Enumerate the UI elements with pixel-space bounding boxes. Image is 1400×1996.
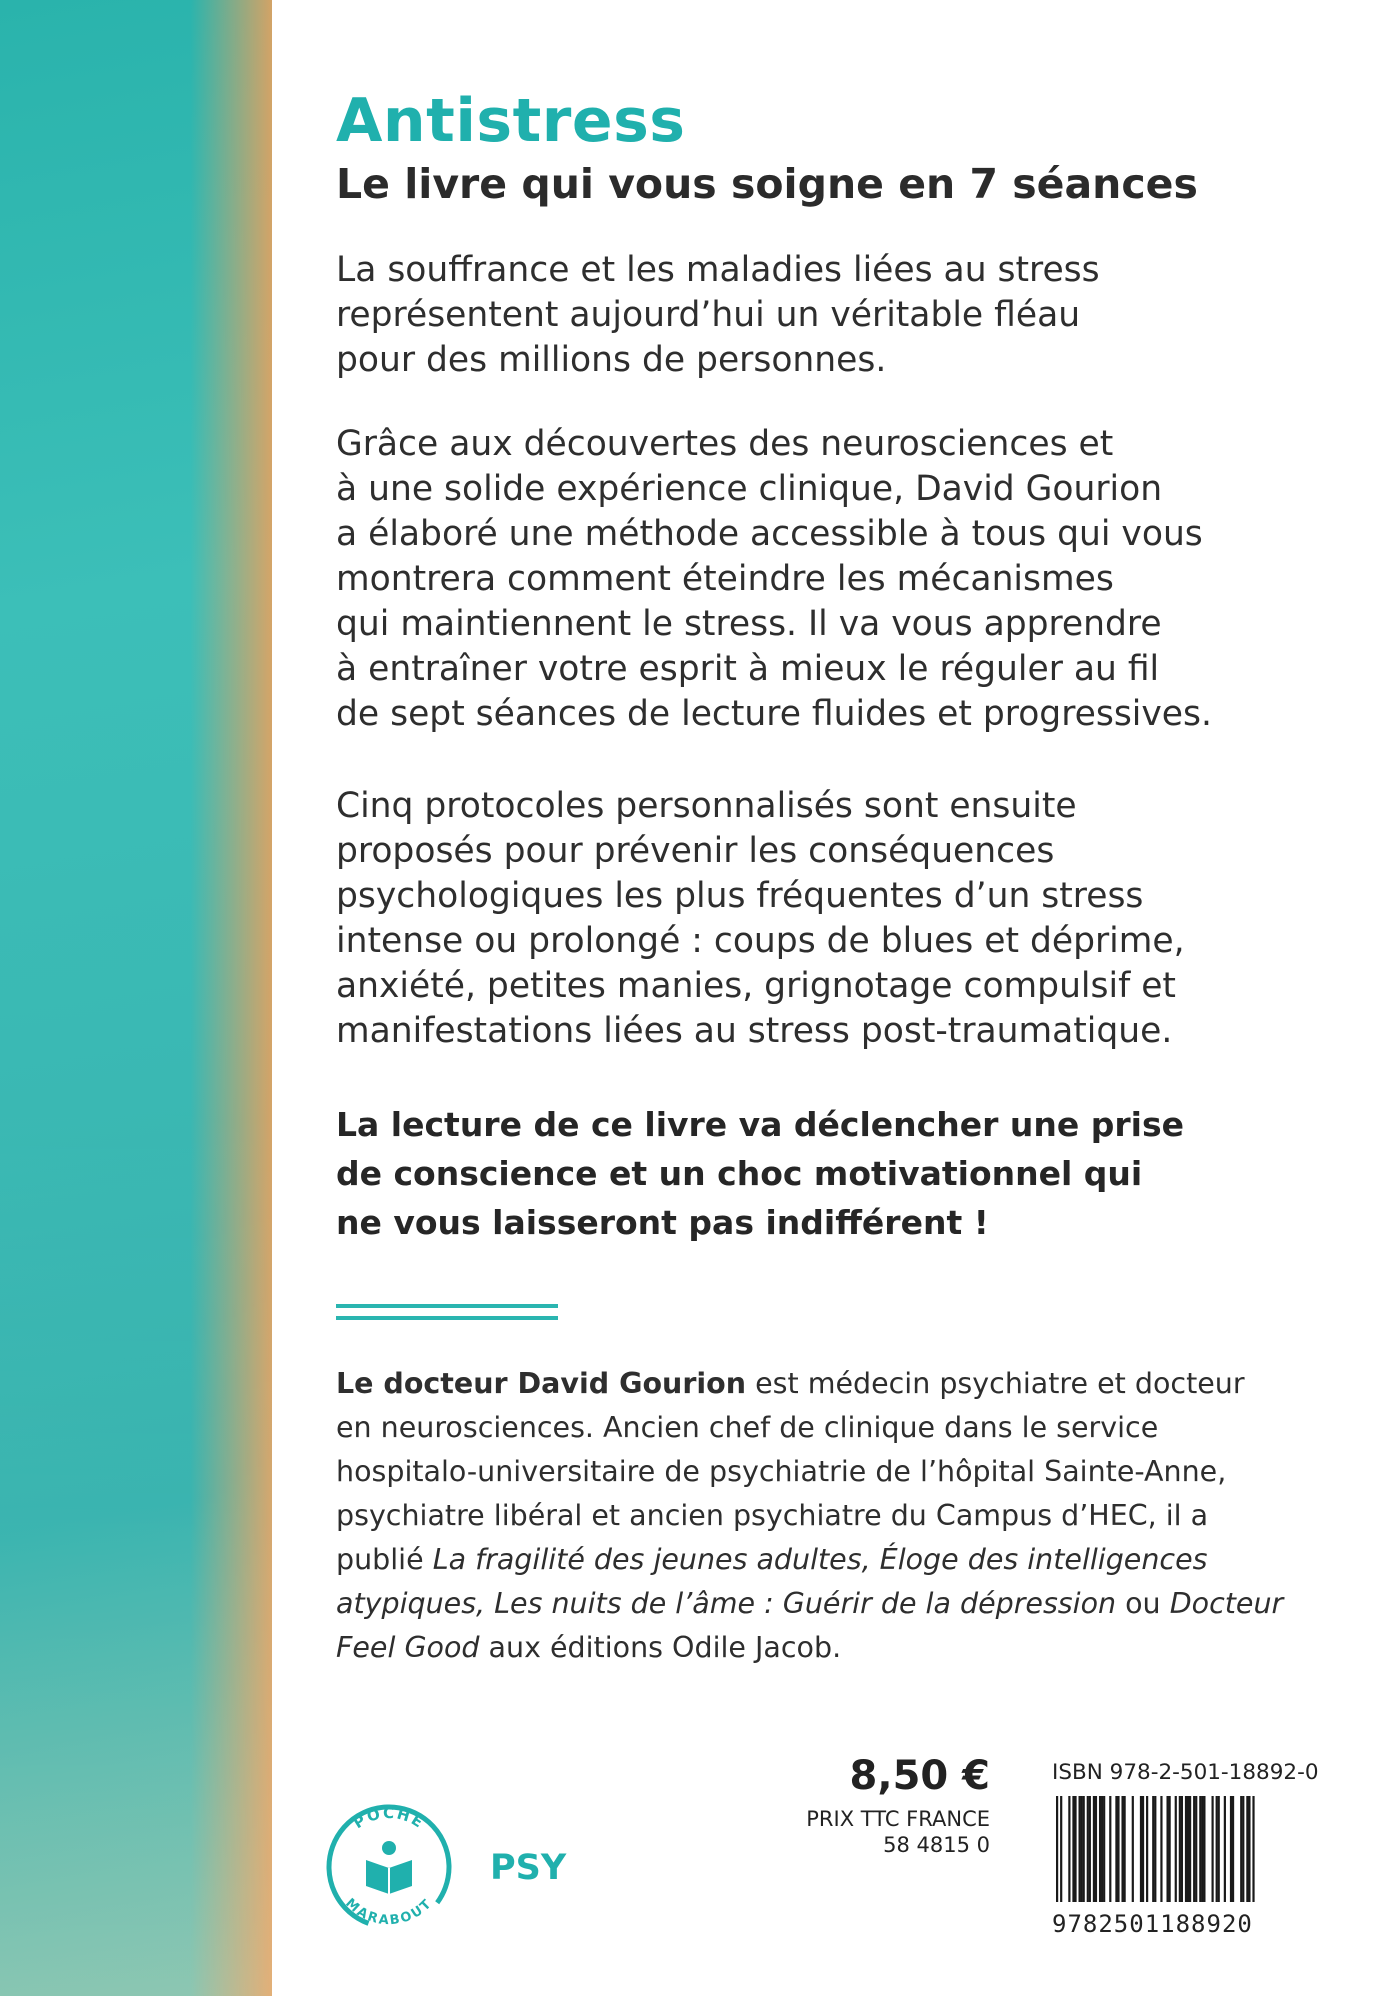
- barcode-bar: [1175, 1796, 1177, 1902]
- barcode-bar: [1095, 1796, 1097, 1902]
- paragraph-line: Grâce aux découvertes des neurosciences et: [336, 424, 1114, 464]
- paragraph-intro: [336, 248, 1316, 383]
- highlight-line: de conscience et un choc motivationnel qui: [336, 1154, 1143, 1193]
- barcode-bar: [1117, 1796, 1119, 1902]
- paragraph-line: La souffrance et les maladies liées au stress: [336, 250, 1100, 290]
- paragraph-line: manifestations liées au stress post-traumatique.: [336, 1011, 1173, 1051]
- barcode-bar: [1181, 1796, 1183, 1902]
- paragraph-line: de sept séances de lecture fluides et progressives.: [336, 694, 1212, 734]
- barcode-bar: [1109, 1796, 1111, 1902]
- barcode-bar: [1072, 1796, 1074, 1902]
- book-reference: La fragilité des jeunes adultes, Éloge des intelligences: [432, 1543, 1208, 1576]
- svg-text:MARABOUT: [342, 1896, 435, 1928]
- section-divider: [336, 1304, 558, 1324]
- barcode-bar: [1093, 1796, 1095, 1902]
- paragraph-line: qui maintiennent le stress. Il va vous apprendre: [336, 604, 1162, 644]
- paragraph-line: anxiété, petites manies, grignotage compulsif et: [336, 966, 1176, 1006]
- barcode-bar: [1160, 1796, 1162, 1902]
- barcode-bar: [1195, 1796, 1197, 1902]
- bio-line: Le docteur David Gourion est médecin psychiatre et docteur: [336, 1367, 1245, 1400]
- paragraph-line: à entraîner votre esprit à mieux le réguler au fil: [336, 649, 1160, 689]
- barcode-bar: [1166, 1796, 1168, 1902]
- barcode-bar: [1068, 1796, 1070, 1902]
- highlight-line: ne vous laisseront pas indifférent !: [336, 1203, 989, 1242]
- barcode-bar: [1081, 1796, 1083, 1902]
- barcode-bar: [1079, 1796, 1081, 1902]
- barcode-bar: [1101, 1796, 1103, 1902]
- paragraph-protocols: [336, 784, 1316, 1054]
- barcode-bar: [1056, 1796, 1058, 1902]
- book-figure-icon: [366, 1841, 412, 1894]
- barcode-bar: [1193, 1796, 1195, 1902]
- paragraph-highlight: [336, 1100, 1316, 1247]
- book-reference: atypiques, Les nuits de l’âme : Guérir de la dépression: [336, 1587, 1117, 1620]
- barcode-bar: [1154, 1796, 1156, 1902]
- bio-line: Feel Good aux éditions Odile Jacob.: [336, 1631, 842, 1664]
- barcode-bar: [1169, 1796, 1171, 1902]
- barcode-bar: [1179, 1796, 1181, 1902]
- barcode-bar: [1099, 1796, 1101, 1902]
- paragraph-line: a élaboré une méthode accessible à tous qui vous: [336, 514, 1203, 554]
- paragraph-line: Cinq protocoles personnalisés sont ensuite: [336, 786, 1077, 826]
- paragraph-line: représentent aujourd’hui un véritable fléau: [336, 295, 1081, 335]
- isbn-text: ISBN 978-2-501-18892-0: [1052, 1760, 1319, 1785]
- barcode-bar: [1246, 1796, 1248, 1902]
- paragraph-line: montrera comment éteindre les mécanismes: [336, 559, 1114, 599]
- price-block: [780, 1752, 990, 1858]
- paragraph-method: [336, 422, 1316, 737]
- bio-line: psychiatre libéral et ancien psychiatre du Campus d’HEC, il a: [336, 1499, 1209, 1532]
- price-label: PRIX TTC FRANCE: [806, 1807, 990, 1831]
- barcode-bar: [1124, 1796, 1126, 1902]
- book-title: Antistress: [336, 86, 686, 156]
- barcode-bar: [1203, 1796, 1205, 1902]
- barcode-bar: [1232, 1796, 1234, 1902]
- book-reference: Docteur: [1169, 1587, 1284, 1620]
- paragraph-line: psychologiques les plus fréquentes d’un stress: [336, 876, 1144, 916]
- poche-marabout-logo: [318, 1796, 460, 1938]
- collection-label: PSY: [490, 1848, 567, 1888]
- barcode-bar: [1201, 1796, 1203, 1902]
- barcode-bar: [1089, 1796, 1091, 1902]
- side-gradient-band: [0, 0, 272, 1996]
- barcode-bar: [1211, 1796, 1213, 1902]
- barcode-bar: [1216, 1796, 1218, 1902]
- barcode-bar: [1115, 1796, 1117, 1902]
- barcode-bar: [1083, 1796, 1085, 1902]
- barcode-bar: [1189, 1796, 1191, 1902]
- barcode-bar: [1074, 1796, 1076, 1902]
- barcode-bar: [1060, 1796, 1062, 1902]
- svg-text:POCHE: [350, 1804, 428, 1832]
- barcode-bar: [1230, 1796, 1232, 1902]
- barcode-bar: [1140, 1796, 1142, 1902]
- isbn-block: [1052, 1760, 1318, 1938]
- paragraph-line: pour des millions de personnes.: [336, 340, 887, 380]
- barcode-bar: [1121, 1796, 1123, 1902]
- barcode-bar: [1152, 1796, 1154, 1902]
- barcode-bar: [1142, 1796, 1144, 1902]
- book-reference: Feel Good: [336, 1631, 480, 1664]
- barcode-digits: 9782501188920: [1052, 1910, 1253, 1938]
- author-name: Le docteur David Gourion: [336, 1367, 747, 1400]
- paragraph-line: à une solide expérience clinique, David Gourion: [336, 469, 1163, 509]
- highlight-line: La lecture de ce livre va déclencher une prise: [336, 1105, 1184, 1144]
- barcode: [1052, 1796, 1314, 1908]
- barcode-bar: [1146, 1796, 1148, 1902]
- barcode-bar: [1242, 1796, 1244, 1902]
- barcode-bar: [1199, 1796, 1201, 1902]
- bio-line: publié La fragilité des jeunes adultes, Éloge des intelligences: [336, 1543, 1208, 1576]
- paragraph-line: intense ou prolongé : coups de blues et déprime,: [336, 921, 1185, 961]
- logo-bottom-text: MARABOUT: [342, 1895, 436, 1929]
- barcode-bar: [1248, 1796, 1250, 1902]
- bio-line: en neurosciences. Ancien chef de clinique dans le service: [336, 1411, 1159, 1444]
- book-subtitle: Le livre qui vous soigne en 7 séances: [336, 160, 1198, 208]
- product-code: 58 4815 0: [883, 1833, 990, 1857]
- barcode-bar: [1103, 1796, 1105, 1902]
- bio-line: hospitalo-universitaire de psychiatrie de l’hôpital Sainte-Anne,: [336, 1455, 1227, 1488]
- bio-line: atypiques, Les nuits de l’âme : Guérir de la dépression ou Docteur: [336, 1587, 1284, 1620]
- barcode-bar: [1185, 1796, 1187, 1902]
- barcode-bar: [1218, 1796, 1220, 1902]
- paragraph-line: proposés pour prévenir les conséquences: [336, 831, 1055, 871]
- price-value: 8,50 €: [849, 1753, 990, 1799]
- barcode-bar: [1132, 1796, 1134, 1902]
- barcode-bar: [1240, 1796, 1242, 1902]
- barcode-bar: [1187, 1796, 1189, 1902]
- barcode-bar: [1087, 1796, 1089, 1902]
- barcode-bar: [1252, 1796, 1254, 1902]
- author-bio: [336, 1362, 1336, 1670]
- barcode-bar: [1224, 1796, 1226, 1902]
- logo-top-text: POCHE: [350, 1803, 428, 1833]
